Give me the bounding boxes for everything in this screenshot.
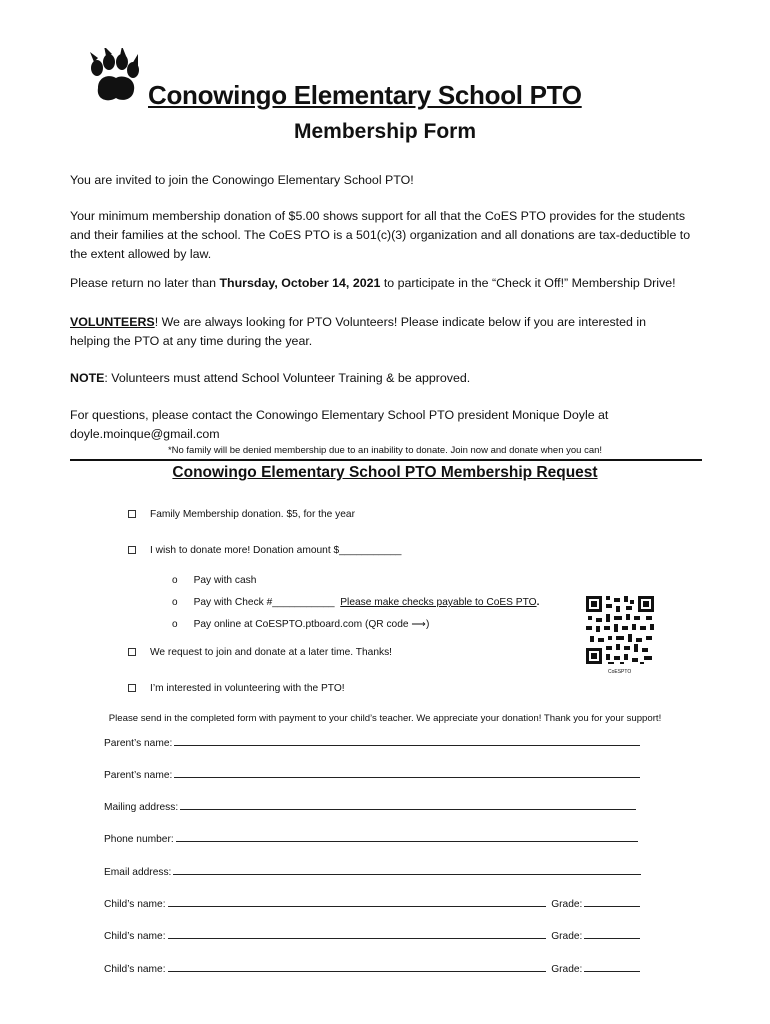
email-address-input[interactable]	[173, 864, 641, 875]
grade-label: Grade:	[551, 964, 583, 975]
option-label: I’m interested in volunteering with the PTO!	[150, 683, 345, 694]
child-name-field[interactable]	[104, 896, 640, 910]
pay-online-option[interactable]	[172, 619, 429, 630]
radio-bullet-icon[interactable]: o	[172, 597, 178, 608]
check-payable-note: Please make checks payable to CoES PTO	[340, 597, 537, 608]
child-name-input[interactable]	[168, 961, 546, 972]
parent-name-input[interactable]	[174, 735, 640, 746]
return-date: Thursday, October 14, 2021	[219, 276, 381, 290]
donation-line: Your minimum membership donation of $5.00 shows support for all that the CoES PTO provides for the students	[70, 209, 686, 223]
checkbox[interactable]	[128, 510, 136, 518]
page-subtitle: Membership Form	[293, 120, 477, 143]
child-name-input[interactable]	[168, 928, 546, 939]
phone-number-field[interactable]	[104, 831, 638, 845]
no-family-note: *No family will be denied membership due to an inability to donate. Join now and donate when you can!	[167, 445, 603, 456]
field-label: Child’s name:	[104, 931, 166, 942]
field-label: Child’s name:	[104, 899, 166, 910]
check-period: .	[536, 597, 540, 608]
questions-text: For questions, please contact the Conowingo Elementary School PTO president Monique Doyle at	[70, 408, 609, 422]
section-divider	[70, 459, 702, 461]
parent-name-field[interactable]	[104, 767, 640, 781]
option-family-membership[interactable]	[128, 509, 355, 520]
field-label: Child’s name:	[104, 964, 166, 975]
pay-check-option[interactable]	[172, 597, 539, 608]
donation-line: the extent allowed by law.	[70, 247, 212, 261]
mailing-address-field[interactable]	[104, 799, 636, 813]
qr-code-icon[interactable]	[586, 596, 656, 668]
volunteers-label: VOLUNTEERS	[70, 315, 155, 329]
request-title: Conowingo Elementary School PTO Membership Request	[172, 464, 598, 481]
questions-paragraph	[70, 406, 710, 444]
phone-number-input[interactable]	[176, 831, 638, 842]
radio-bullet-icon[interactable]: o	[172, 619, 178, 630]
invite-text: You are invited to join the Conowingo Elementary School PTO!	[70, 173, 414, 187]
parent-name-input[interactable]	[174, 767, 640, 778]
pay-cash-label: Pay with cash	[193, 575, 257, 586]
option-label: Family Membership donation. $5, for the year	[150, 509, 355, 520]
checkbox[interactable]	[128, 546, 136, 554]
paw-print-logo	[88, 48, 144, 106]
field-label: Parent’s name:	[104, 770, 173, 781]
contact-email: doyle.moinque@gmail.com	[70, 427, 220, 441]
radio-bullet-icon[interactable]: o	[172, 575, 178, 586]
grade-label: Grade:	[551, 931, 583, 942]
volunteers-paragraph	[70, 313, 710, 351]
grade-input[interactable]	[584, 896, 640, 907]
option-join-later[interactable]	[128, 647, 392, 658]
return-deadline	[70, 274, 710, 293]
checkbox[interactable]	[128, 648, 136, 656]
field-label: Email address:	[104, 867, 172, 878]
child-name-input[interactable]	[168, 896, 546, 907]
page-title: Conowingo Elementary School PTO	[148, 80, 582, 110]
parent-name-field[interactable]	[104, 735, 640, 749]
child-name-field[interactable]	[104, 961, 640, 975]
note-paragraph	[70, 369, 710, 388]
grade-input[interactable]	[584, 961, 640, 972]
option-label: We request to join and donate at a later time. Thanks!	[150, 647, 393, 658]
field-label: Mailing address:	[104, 802, 179, 813]
mailing-address-input[interactable]	[180, 799, 636, 810]
child-name-field[interactable]	[104, 928, 640, 942]
field-label: Parent’s name:	[104, 738, 173, 749]
donation-line: and their families at the school. The CoES PTO is a 501(c)(3) organization and all donations are tax-deductible to	[70, 228, 691, 242]
send-note: Please send in the completed form with payment to your child’s teacher. We appreciate your donation! Thank you for your support!	[108, 713, 662, 724]
grade-label: Grade:	[551, 899, 583, 910]
pay-check-label: Pay with Check #___________	[193, 597, 335, 608]
checkbox[interactable]	[128, 684, 136, 692]
note-label: NOTE	[70, 371, 105, 385]
option-label: I wish to donate more! Donation amount $___________	[150, 545, 402, 556]
donation-paragraph	[70, 207, 710, 264]
qr-caption: CoESPTO	[608, 669, 632, 675]
option-donate-more[interactable]	[128, 545, 401, 556]
return-after: to participate in the “Check it Off!” Membership Drive!	[380, 276, 676, 290]
pay-online-label: Pay online at CoESPTO.ptboard.com (QR code ⟶)	[193, 619, 430, 630]
field-label: Phone number:	[104, 834, 174, 845]
return-before: Please return no later than	[70, 276, 220, 290]
volunteers-text: helping the PTO at any time during the year.	[70, 334, 313, 348]
option-volunteer[interactable]	[128, 683, 345, 694]
grade-input[interactable]	[584, 928, 640, 939]
email-address-field[interactable]	[104, 864, 641, 878]
volunteers-text: ! We are always looking for PTO Volunteers! Please indicate below if you are interested in	[154, 315, 646, 329]
pay-cash-option[interactable]	[172, 575, 256, 586]
note-text: : Volunteers must attend School Volunteer Training & be approved.	[104, 371, 471, 385]
